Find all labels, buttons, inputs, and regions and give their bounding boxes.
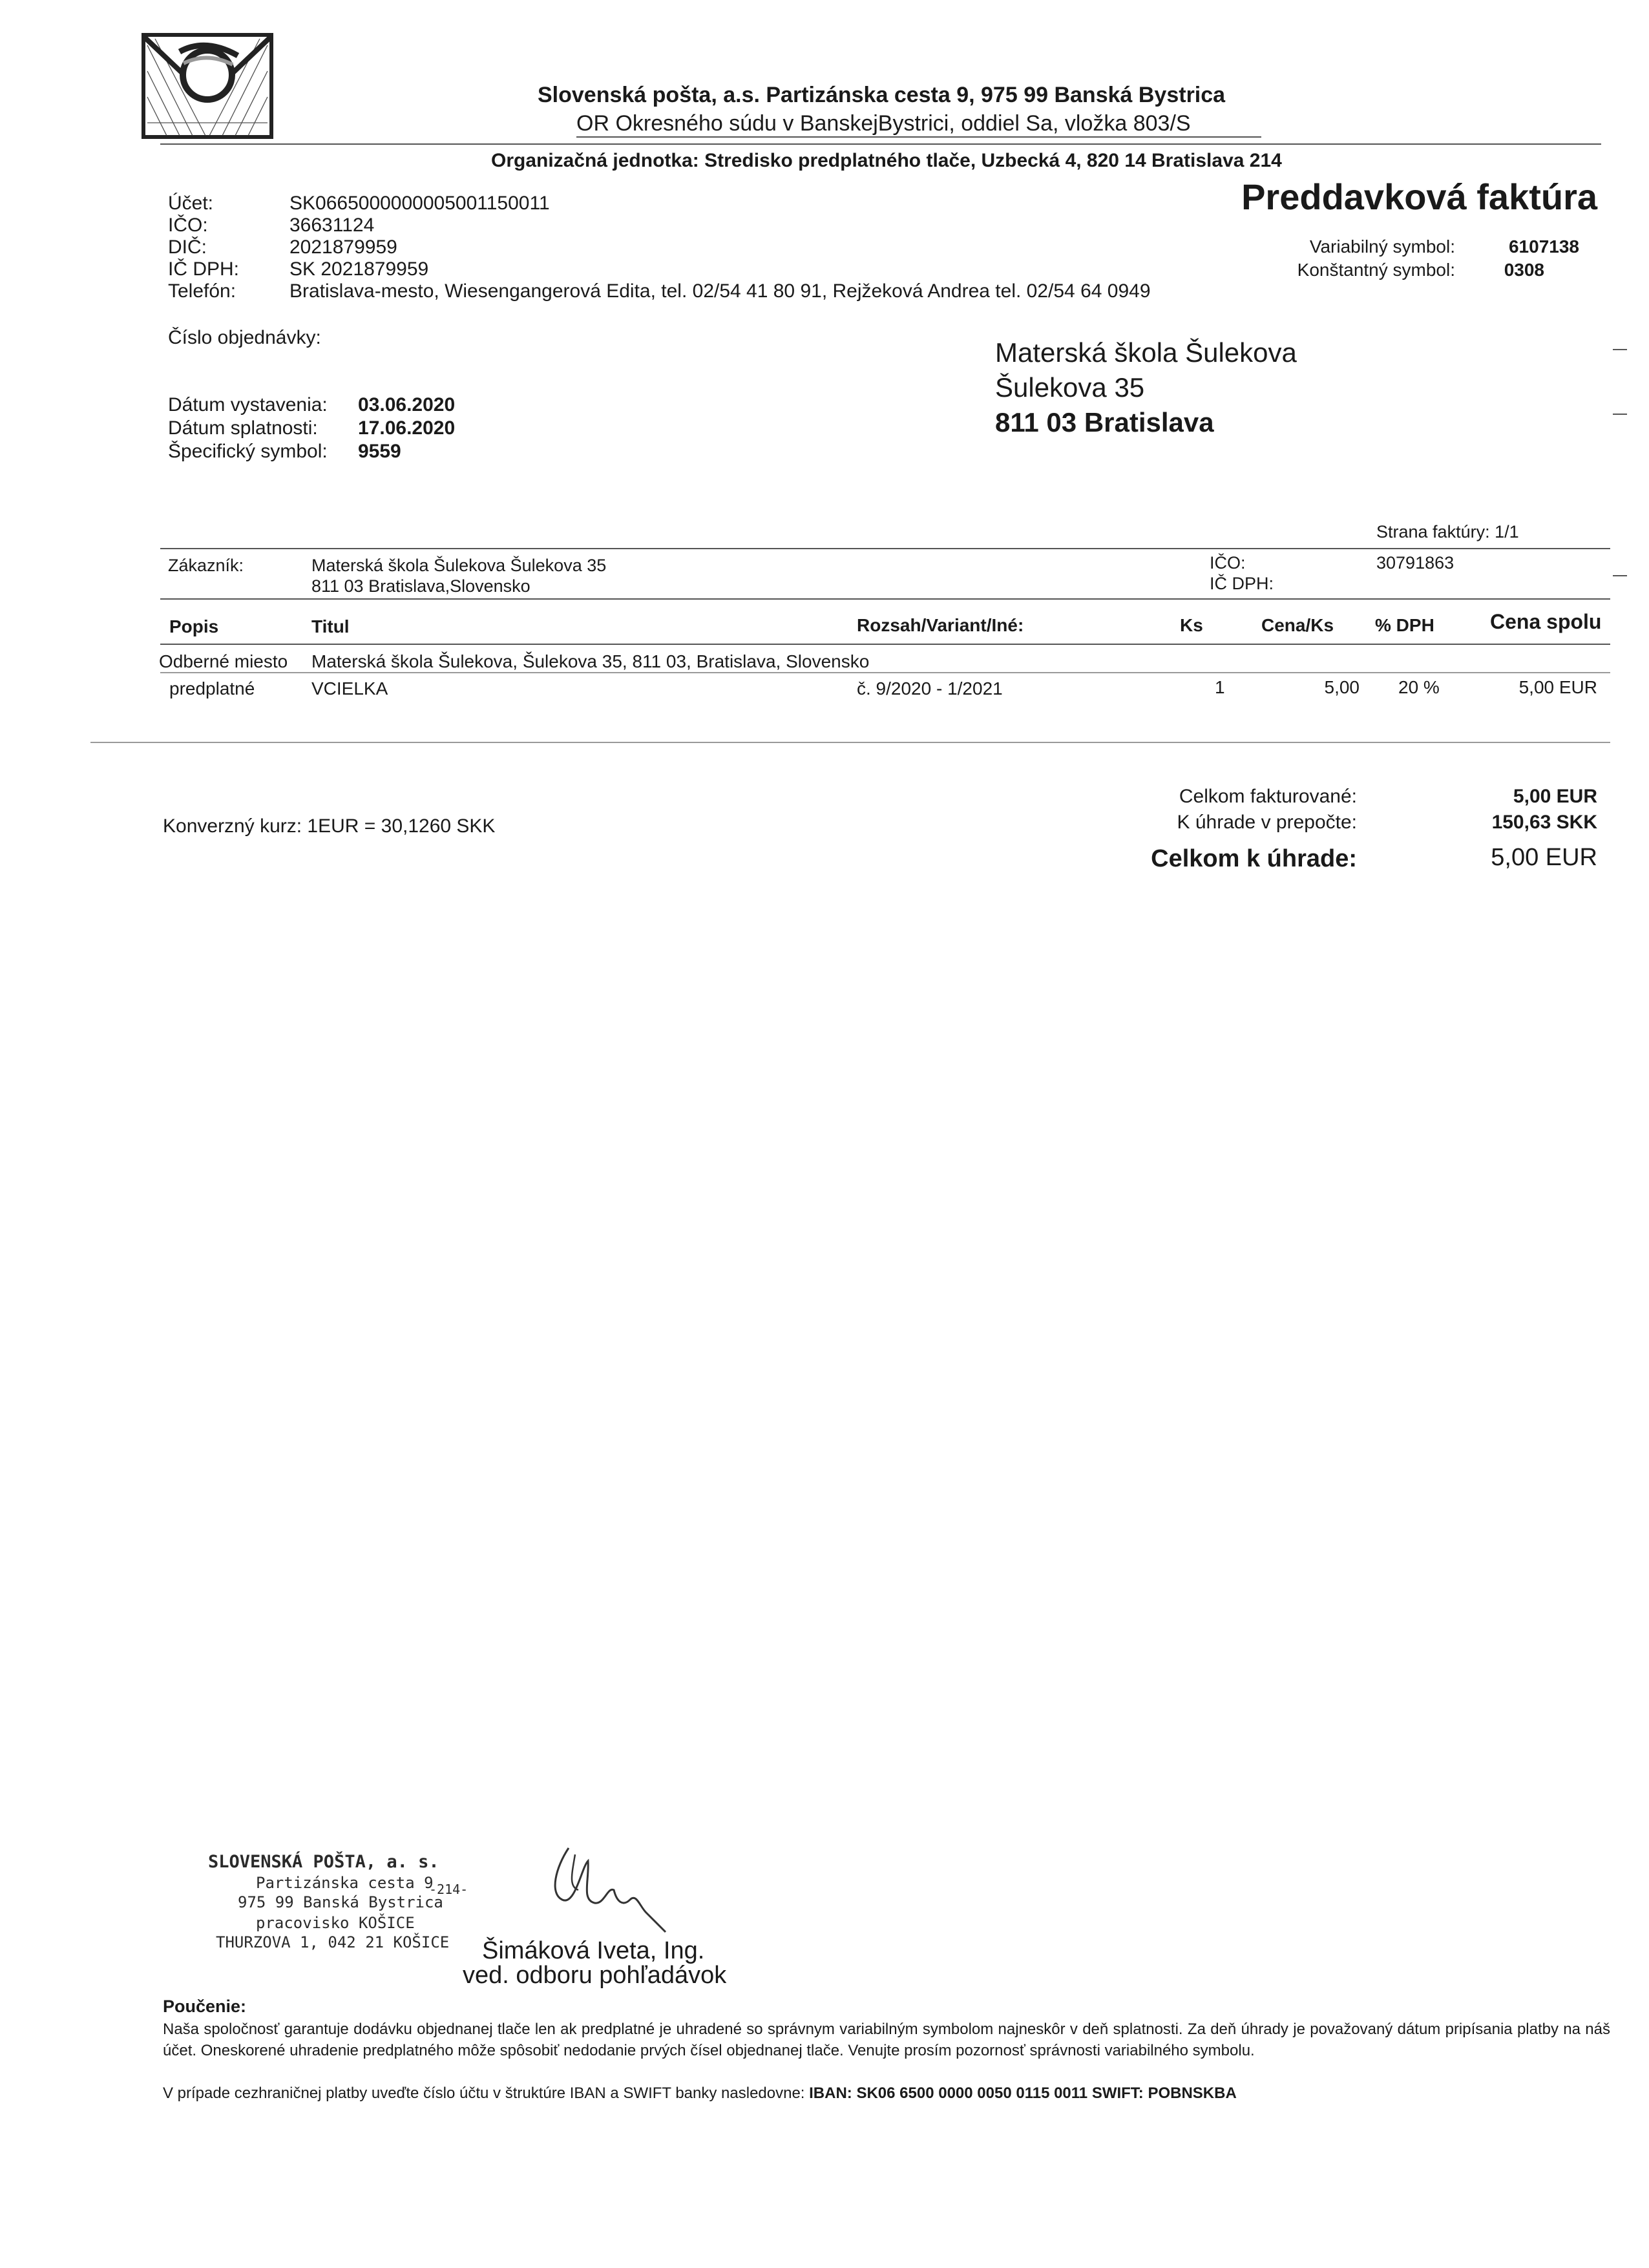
row-cena-spolu: 5,00 EUR [1518,677,1597,697]
signer-name: Šimáková Iveta, Ing. [482,1937,705,1964]
invoiced-total-label: Celkom fakturované: [1179,786,1357,807]
stamp-code: -214- [429,1882,468,1897]
invoiced-total-value: 5,00 EUR [1513,786,1597,807]
edge-mark [1613,575,1627,576]
row-rozsah: č. 9/2020 - 1/2021 [857,678,1003,698]
row-cena-ks: 5,00 [1324,677,1360,697]
iban-line [163,2084,1237,2103]
edge-mark [1613,349,1627,350]
slovenska-posta-logo-icon [141,32,274,140]
col-header-cena-spolu: Cena spolu [1490,610,1602,633]
customer-line2: 811 03 Bratislava,Slovensko [311,576,530,596]
stamp-branch-address: THURZOVA 1, 042 21 KOŠICE [216,1933,450,1951]
customer-top-divider [160,548,1610,549]
customer-ico-label: IČO: [1210,553,1246,572]
recipient-name: Materská škola Šulekova [995,337,1297,368]
notice-text: Naša spoločnosť garantuje dodávku objednanej tlače len ak predplatné je uhradené so správnym variabilným symbolom najneskôr v deň splatnosti. Za deň úhrady je považovaný dátum pripísania platby na náš účet. Oneskorené uhradenie predplatného môže spôsobiť nedodanie prvých čísel objednanej tlače. Venujte prosím pozornosť správnosti variabilného symbolu. [163,2021,1610,2059]
delivery-point-label: Odberné miesto [159,651,288,671]
row-popis: predplatné [169,678,255,698]
issue-date-value: 03.06.2020 [358,394,456,415]
ico-label: IČO: [168,215,208,236]
specific-symbol-label: Špecifický symbol: [168,441,328,462]
court-registration-line: OR Okresného súdu v BanskejBystrici, oddiel Sa, vložka 803/S [576,111,1191,136]
customer-line1: Materská škola Šulekova Šulekova 35 [311,556,607,575]
ic-dph-value: SK 2021879959 [289,258,429,280]
variable-symbol-value: 6107138 [1508,236,1579,257]
header-divider [160,143,1601,145]
ico-value: 36631124 [289,215,375,236]
col-header-cena-ks: Cena/Ks [1261,615,1334,635]
row-dph: 20 % [1398,677,1440,697]
iban-intro: V prípade cezhraničnej platby uveďte číslo účtu v štruktúre IBAN a SWIFT banky nasledovne: [163,2084,805,2102]
customer-ic-dph-label: IČ DPH: [1210,574,1274,593]
signer-role: ved. odboru pohľadávok [463,1962,727,1989]
converted-total-label: K úhrade v prepočte: [1177,812,1357,833]
amount-due-label: Celkom k úhrade: [1151,845,1357,872]
customer-label: Zákazník: [168,556,244,575]
col-header-popis: Popis [169,616,219,636]
recipient-city: 811 03 Bratislava [995,407,1214,437]
col-header-titul: Titul [311,616,350,636]
table-bottom-divider [90,742,1610,743]
delivery-divider [160,672,1610,673]
row-ks: 1 [1215,677,1225,697]
account-label: Účet: [168,193,214,214]
stamp-city: 975 99 Banská Bystrica [238,1893,443,1911]
notice-title: Poučenie: [163,1997,247,2016]
variable-symbol-label: Variabilný symbol: [1309,236,1455,257]
conversion-rate: Konverzný kurz: 1EUR = 30,1260 SKK [163,815,496,837]
stamp-street: Partizánska cesta 9 [256,1874,434,1892]
court-underline [576,136,1261,138]
account-value: SK0665000000005001150011 [289,193,550,214]
stamp-branch: pracovisko KOŠICE [256,1914,415,1932]
customer-ico-value: 30791863 [1376,553,1455,572]
company-line: Slovenská pošta, a.s. Partizánska cesta 9, 975 99 Banská Bystrica [538,83,1226,107]
col-header-ks: Ks [1180,615,1203,635]
constant-symbol-label: Konštantný symbol: [1297,260,1455,280]
dic-value: 2021879959 [289,236,397,258]
org-unit-line: Organizačná jednotka: Stredisko predplatného tlače, Uzbecká 4, 820 14 Bratislava 214 [491,150,1282,171]
due-date-value: 17.06.2020 [358,417,456,439]
page-indicator: Strana faktúry: 1/1 [1376,522,1519,541]
constant-symbol-value: 0308 [1504,260,1544,280]
delivery-point-value: Materská škola Šulekova, Šulekova 35, 811 03, Bratislava, Slovensko [311,651,870,671]
ic-dph-label: IČ DPH: [168,258,240,280]
col-header-rozsah: Rozsah/Variant/Iné: [857,615,1024,635]
dic-label: DIČ: [168,236,207,258]
row-titul: VCIELKA [311,678,388,698]
phone-value: Bratislava-mesto, Wiesengangerová Edita, tel. 02/54 41 80 91, Rejžeková Andrea tel. 02/54 64 0949 [289,280,1151,302]
handwritten-signature-icon [543,1842,672,1938]
iban-swift: IBAN: SK06 6500 0000 0050 0115 0011 SWIFT: POBNSKBA [809,2084,1237,2102]
issue-date-label: Dátum vystavenia: [168,394,328,415]
table-header-divider [160,644,1610,645]
recipient-street: Šulekova 35 [995,372,1145,403]
amount-due-value: 5,00 EUR [1491,844,1597,871]
order-number-label: Číslo objednávky: [168,327,321,348]
customer-bottom-divider [160,598,1610,600]
converted-total-value: 150,63 SKK [1491,812,1597,833]
col-header-dph: % DPH [1375,615,1434,635]
edge-mark [1613,414,1627,415]
due-date-label: Dátum splatnosti: [168,417,318,439]
invoice-title: Preddavková faktúra [1241,176,1597,217]
stamp-company: SLOVENSKÁ POŠTA, a. s. [208,1852,439,1872]
phone-label: Telefón: [168,280,236,302]
specific-symbol-value: 9559 [358,441,401,462]
